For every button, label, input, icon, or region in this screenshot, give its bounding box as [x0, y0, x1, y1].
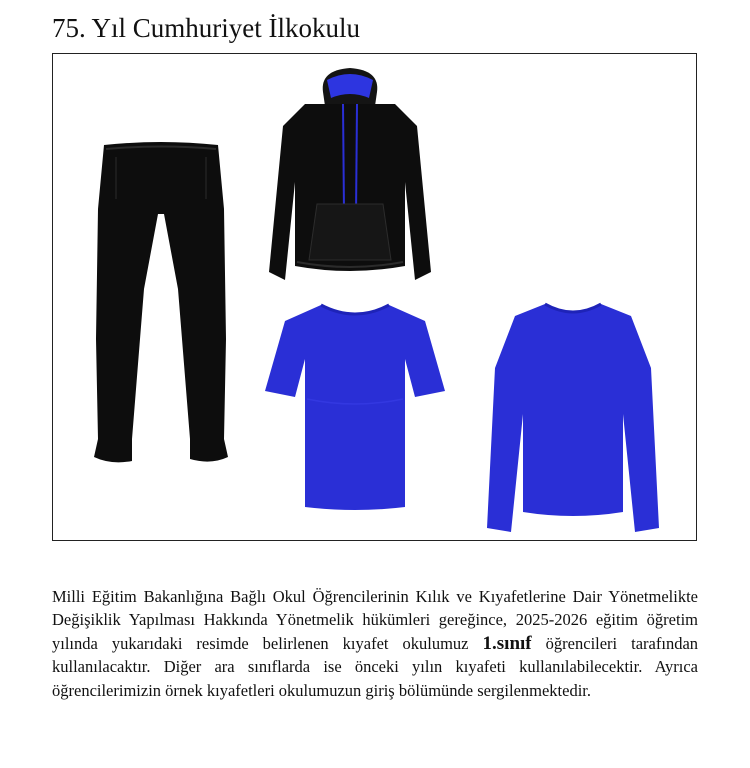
page-title: 75. Yıl Cumhuriyet İlkokulu	[52, 13, 360, 43]
paragraph-text-part2: öğrencileri tarafından kullanılacaktır. Diğer ara sınıflarda ise önceki yılın kıyafeti kullanılabilecektir. Ayrıca öğrencilerimizin örnek kıyafetleri okulumuzun giriş bölümünde sergilenmektedir.	[52, 633, 699, 700]
black-sweatpants-image	[86, 139, 236, 489]
paragraph-text-part1: Milli Eğitim Bakanlığına Bağlı Okul Öğrencilerinin Kılık ve Kıyafetlerine Dair Yönetmelikte Değişiklik Yapılması Hakkında Yönetmelik hükümleri gereğince, 2025-2026 eğitim öğretim yılında yukarıdaki resimde belirlenen kıyafet okulumuz	[52, 587, 698, 653]
info-paragraph	[52, 585, 698, 702]
uniform-image-frame	[52, 53, 697, 541]
blue-long-sleeve-shirt-image	[483, 296, 663, 536]
paragraph-bold-grade: 1.sınıf	[482, 632, 532, 654]
blue-tshirt-image	[265, 299, 445, 514]
black-hoodie-image	[265, 64, 435, 286]
